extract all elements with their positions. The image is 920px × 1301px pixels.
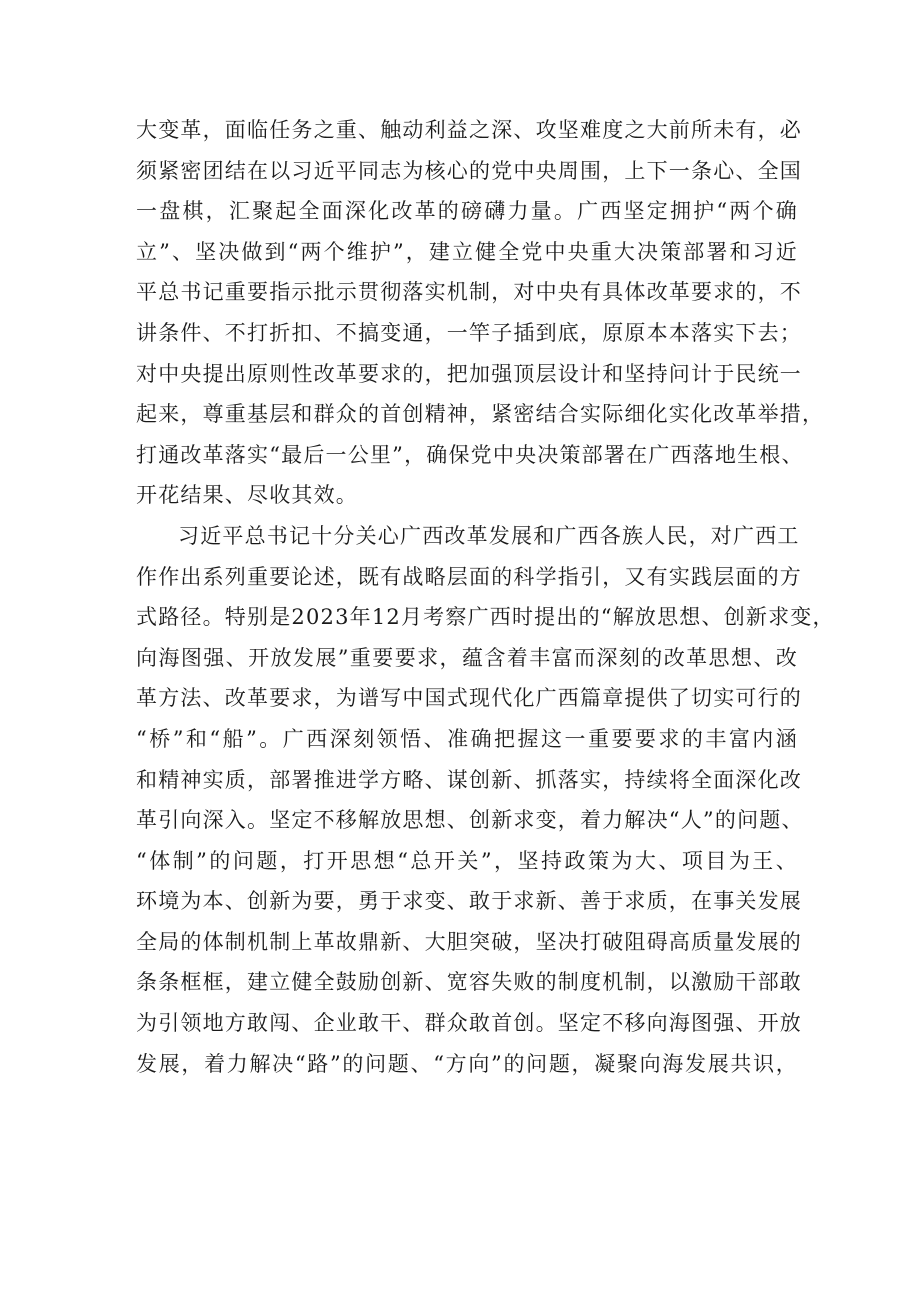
text-line: 开花结果、尽收其效。 [136, 483, 358, 508]
text-line: 和精神实质，部署推进学方略、谋创新、抓落实，持续将全面深化改 [136, 767, 802, 792]
text-line: 发展，着力解决“路”的问题、“方向”的问题，凝聚向海发展共识， [136, 1051, 798, 1076]
text-line: 式路径。特别是2023年12月考察广西时提出的“解放思想、创新求变， [136, 605, 835, 630]
text-line: 为引领地方敢闯、企业敢干、群众敢首创。坚定不移向海图强、开放 [136, 1011, 802, 1036]
text-line: 平总书记重要指示批示贯彻落实机制，对中央有具体改革要求的，不 [136, 280, 802, 305]
text-line: 革引向深入。坚定不移解放思想、创新求变，着力解决“人”的问题、 [136, 808, 804, 833]
text-line: 革方法、改革要求，为谱写中国式现代化广西篇章提供了切实可行的 [136, 686, 802, 711]
text-line: “桥”和“船”。广西深刻领悟、准确把握这一重要要求的丰富内涵 [136, 726, 798, 751]
text-line: 条条框框，建立健全鼓励创新、宽容失败的制度机制，以激励干部敢 [136, 970, 802, 995]
text-line: 习近平总书记十分关心广西改革发展和广西各族人民，对广西工 [178, 523, 800, 548]
text-line: 全局的体制机制上革故鼎新、大胆突破，坚决打破阻碍高质量发展的 [136, 929, 802, 954]
text-line: 环境为本、创新为要，勇于求变、敢于求新、善于求质，在事关发展 [136, 889, 802, 914]
text-line: 起来，尊重基层和群众的首创精神，紧密结合实际细化实化改革举措， [136, 402, 825, 427]
text-line: 讲条件、不打折扣、不搞变通，一竿子插到底，原原本本落实下去； [136, 320, 802, 345]
text-line: 向海图强、开放发展”重要要求，蕴含着丰富而深刻的改革思想、改 [136, 645, 798, 670]
text-line: 打通改革落实“最后一公里”，确保党中央决策部署在广西落地生根、 [136, 442, 804, 467]
body-text [136, 110, 835, 1084]
text-line: “体制”的问题，打开思想“总开关”，坚持政策为大、项目为王、 [136, 848, 798, 873]
text-line: 大变革，面临任务之重、触动利益之深、攻坚难度之大前所未有，必 [136, 118, 802, 142]
text-line: 一盘棋，汇聚起全面深化改革的磅礴力量。广西坚定拥护“两个确 [136, 199, 798, 224]
paragraph-2 [136, 516, 835, 1084]
text-line: 对中央提出原则性改革要求的，把加强顶层设计和坚持问计于民统一 [136, 361, 802, 386]
text-line: 立”、坚决做到“两个维护”，建立健全党中央重大决策部署和习近 [136, 239, 798, 264]
text-line: 作作出系列重要论述，既有战略层面的科学指引，又有实践层面的方 [136, 564, 802, 589]
text-line: 须紧密团结在以习近平同志为核心的党中央周围，上下一条心、全国 [136, 158, 802, 183]
paragraph-1 [136, 110, 825, 516]
